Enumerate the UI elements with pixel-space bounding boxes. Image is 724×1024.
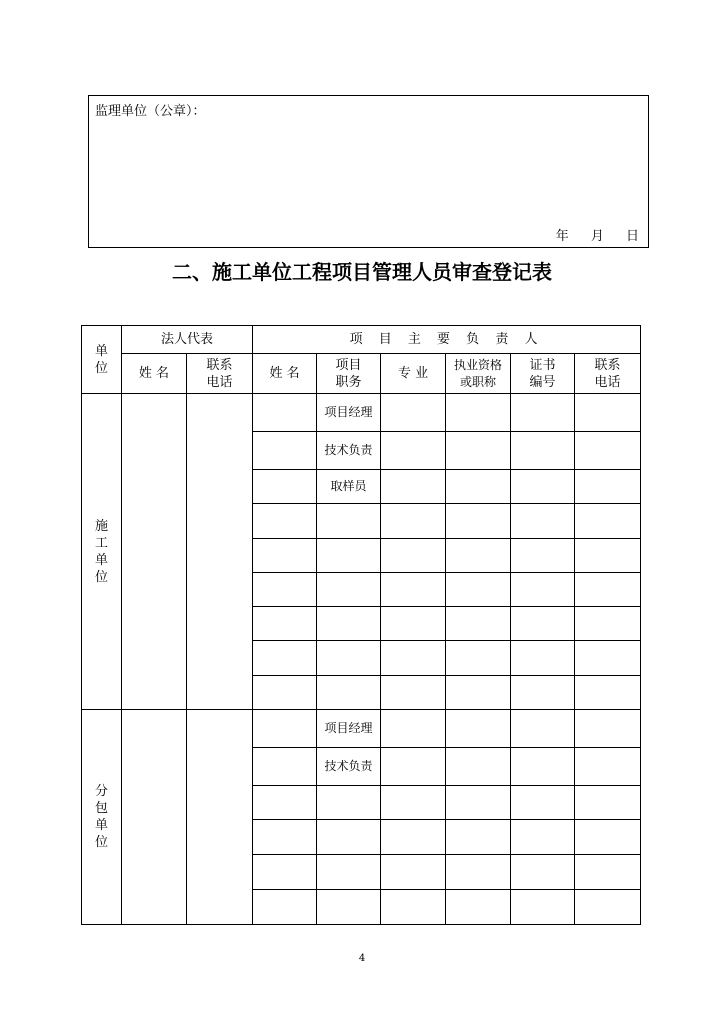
- col-name: 姓 名: [122, 354, 187, 394]
- table-row: [82, 394, 641, 432]
- lead-name-cell[interactable]: [253, 710, 317, 748]
- qualification-cell[interactable]: [446, 470, 511, 504]
- legal-rep-phone-cell[interactable]: [187, 394, 253, 710]
- cert-no-cell[interactable]: [511, 890, 575, 925]
- phone-cell[interactable]: [575, 676, 641, 710]
- project-role-cell[interactable]: [317, 676, 381, 710]
- lead-name-cell[interactable]: [253, 890, 317, 925]
- qualification-cell[interactable]: [446, 820, 511, 855]
- lead-name-cell[interactable]: [253, 394, 317, 432]
- lead-name-cell[interactable]: [253, 504, 317, 539]
- legal-rep-header: 法人代表: [122, 326, 253, 354]
- major-cell[interactable]: [381, 607, 446, 641]
- project-role-cell[interactable]: [317, 573, 381, 607]
- major-cell[interactable]: [381, 710, 446, 748]
- lead-name-cell[interactable]: [253, 470, 317, 504]
- cert-no-cell[interactable]: [511, 641, 575, 676]
- registration-table: [81, 325, 641, 925]
- major-cell[interactable]: [381, 820, 446, 855]
- phone-cell[interactable]: [575, 890, 641, 925]
- qualification-cell[interactable]: [446, 539, 511, 573]
- col-name-2: 姓 名: [253, 354, 317, 394]
- qualification-cell[interactable]: [446, 394, 511, 432]
- qualification-cell[interactable]: [446, 855, 511, 890]
- form-title: 二、施工单位工程项目管理人员审查登记表: [172, 260, 552, 284]
- project-role-cell[interactable]: 项目经理: [317, 710, 381, 748]
- phone-cell[interactable]: [575, 432, 641, 470]
- col-contact-phone: 联系 电话: [187, 354, 253, 394]
- major-cell[interactable]: [381, 641, 446, 676]
- unit-header: 单 位: [82, 326, 122, 394]
- cert-no-cell[interactable]: [511, 432, 575, 470]
- project-role-cell[interactable]: [317, 786, 381, 820]
- phone-cell[interactable]: [575, 573, 641, 607]
- cert-no-cell[interactable]: [511, 676, 575, 710]
- lead-name-cell[interactable]: [253, 855, 317, 890]
- col-qualification: 执业资格 或职称: [446, 354, 511, 394]
- project-role-cell[interactable]: [317, 641, 381, 676]
- qualification-cell[interactable]: [446, 748, 511, 786]
- project-role-cell[interactable]: [317, 890, 381, 925]
- qualification-cell[interactable]: [446, 676, 511, 710]
- project-role-cell[interactable]: 项目经理: [317, 394, 381, 432]
- legal-rep-name-cell[interactable]: [122, 710, 187, 925]
- phone-cell[interactable]: [575, 855, 641, 890]
- major-cell[interactable]: [381, 786, 446, 820]
- table-row: [82, 710, 641, 748]
- cert-no-cell[interactable]: [511, 786, 575, 820]
- lead-name-cell[interactable]: [253, 786, 317, 820]
- phone-cell[interactable]: [575, 394, 641, 432]
- cert-no-cell[interactable]: [511, 504, 575, 539]
- cert-no-cell[interactable]: [511, 607, 575, 641]
- legal-rep-phone-cell[interactable]: [187, 710, 253, 925]
- project-role-cell[interactable]: [317, 855, 381, 890]
- legal-rep-name-cell[interactable]: [122, 394, 187, 710]
- phone-cell[interactable]: [575, 504, 641, 539]
- phone-cell[interactable]: [575, 470, 641, 504]
- project-role-cell[interactable]: 技术负责: [317, 432, 381, 470]
- project-role-cell[interactable]: [317, 607, 381, 641]
- cert-no-cell[interactable]: [511, 539, 575, 573]
- col-major: 专 业: [381, 354, 446, 394]
- major-cell[interactable]: [381, 855, 446, 890]
- supervisor-label: 监理单位（公章）：: [95, 104, 206, 119]
- col-contact-phone-2: 联系 电话: [575, 354, 641, 394]
- qualification-cell[interactable]: [446, 710, 511, 748]
- major-cell[interactable]: [381, 890, 446, 925]
- major-cell[interactable]: [381, 748, 446, 786]
- phone-cell[interactable]: [575, 641, 641, 676]
- major-cell[interactable]: [381, 432, 446, 470]
- section-label-subcontractor: 分 包 单 位: [82, 710, 122, 925]
- phone-cell[interactable]: [575, 607, 641, 641]
- col-cert-no: 证书 编号: [511, 354, 575, 394]
- phone-cell[interactable]: [575, 539, 641, 573]
- lead-name-cell[interactable]: [253, 676, 317, 710]
- major-cell[interactable]: [381, 676, 446, 710]
- lead-name-cell[interactable]: [253, 641, 317, 676]
- lead-name-cell[interactable]: [253, 573, 317, 607]
- project-role-cell[interactable]: [317, 504, 381, 539]
- cert-no-cell[interactable]: [511, 394, 575, 432]
- lead-name-cell[interactable]: [253, 748, 317, 786]
- phone-cell[interactable]: [575, 786, 641, 820]
- cert-no-cell[interactable]: [511, 748, 575, 786]
- cert-no-cell[interactable]: [511, 710, 575, 748]
- cert-no-cell[interactable]: [511, 573, 575, 607]
- qualification-cell[interactable]: [446, 573, 511, 607]
- qualification-cell[interactable]: [446, 786, 511, 820]
- cert-no-cell[interactable]: [511, 855, 575, 890]
- lead-name-cell[interactable]: [253, 432, 317, 470]
- phone-cell[interactable]: [575, 748, 641, 786]
- qualification-cell[interactable]: [446, 641, 511, 676]
- lead-name-cell[interactable]: [253, 607, 317, 641]
- supervisor-seal-box: [88, 95, 649, 248]
- major-cell[interactable]: [381, 394, 446, 432]
- col-project-role: 项目 职务: [317, 354, 381, 394]
- qualification-cell[interactable]: [446, 607, 511, 641]
- cert-no-cell[interactable]: [511, 820, 575, 855]
- phone-cell[interactable]: [575, 820, 641, 855]
- project-role-cell[interactable]: 技术负责: [317, 748, 381, 786]
- lead-name-cell[interactable]: [253, 820, 317, 855]
- major-cell[interactable]: [381, 539, 446, 573]
- page-number: 4: [358, 953, 366, 964]
- phone-cell[interactable]: [575, 710, 641, 748]
- project-role-cell[interactable]: [317, 539, 381, 573]
- major-cell[interactable]: [381, 573, 446, 607]
- major-cell[interactable]: [381, 470, 446, 504]
- qualification-cell[interactable]: [446, 432, 511, 470]
- supervisor-date: 年 月 日: [555, 229, 640, 244]
- project-role-cell[interactable]: [317, 820, 381, 855]
- qualification-cell[interactable]: [446, 890, 511, 925]
- lead-name-cell[interactable]: [253, 539, 317, 573]
- qualification-cell[interactable]: [446, 504, 511, 539]
- major-cell[interactable]: [381, 504, 446, 539]
- section-label-construction: 施 工 单 位: [82, 394, 122, 710]
- project-leads-header: 项 目 主 要 负 责 人: [253, 326, 641, 354]
- cert-no-cell[interactable]: [511, 470, 575, 504]
- project-role-cell[interactable]: 取样员: [317, 470, 381, 504]
